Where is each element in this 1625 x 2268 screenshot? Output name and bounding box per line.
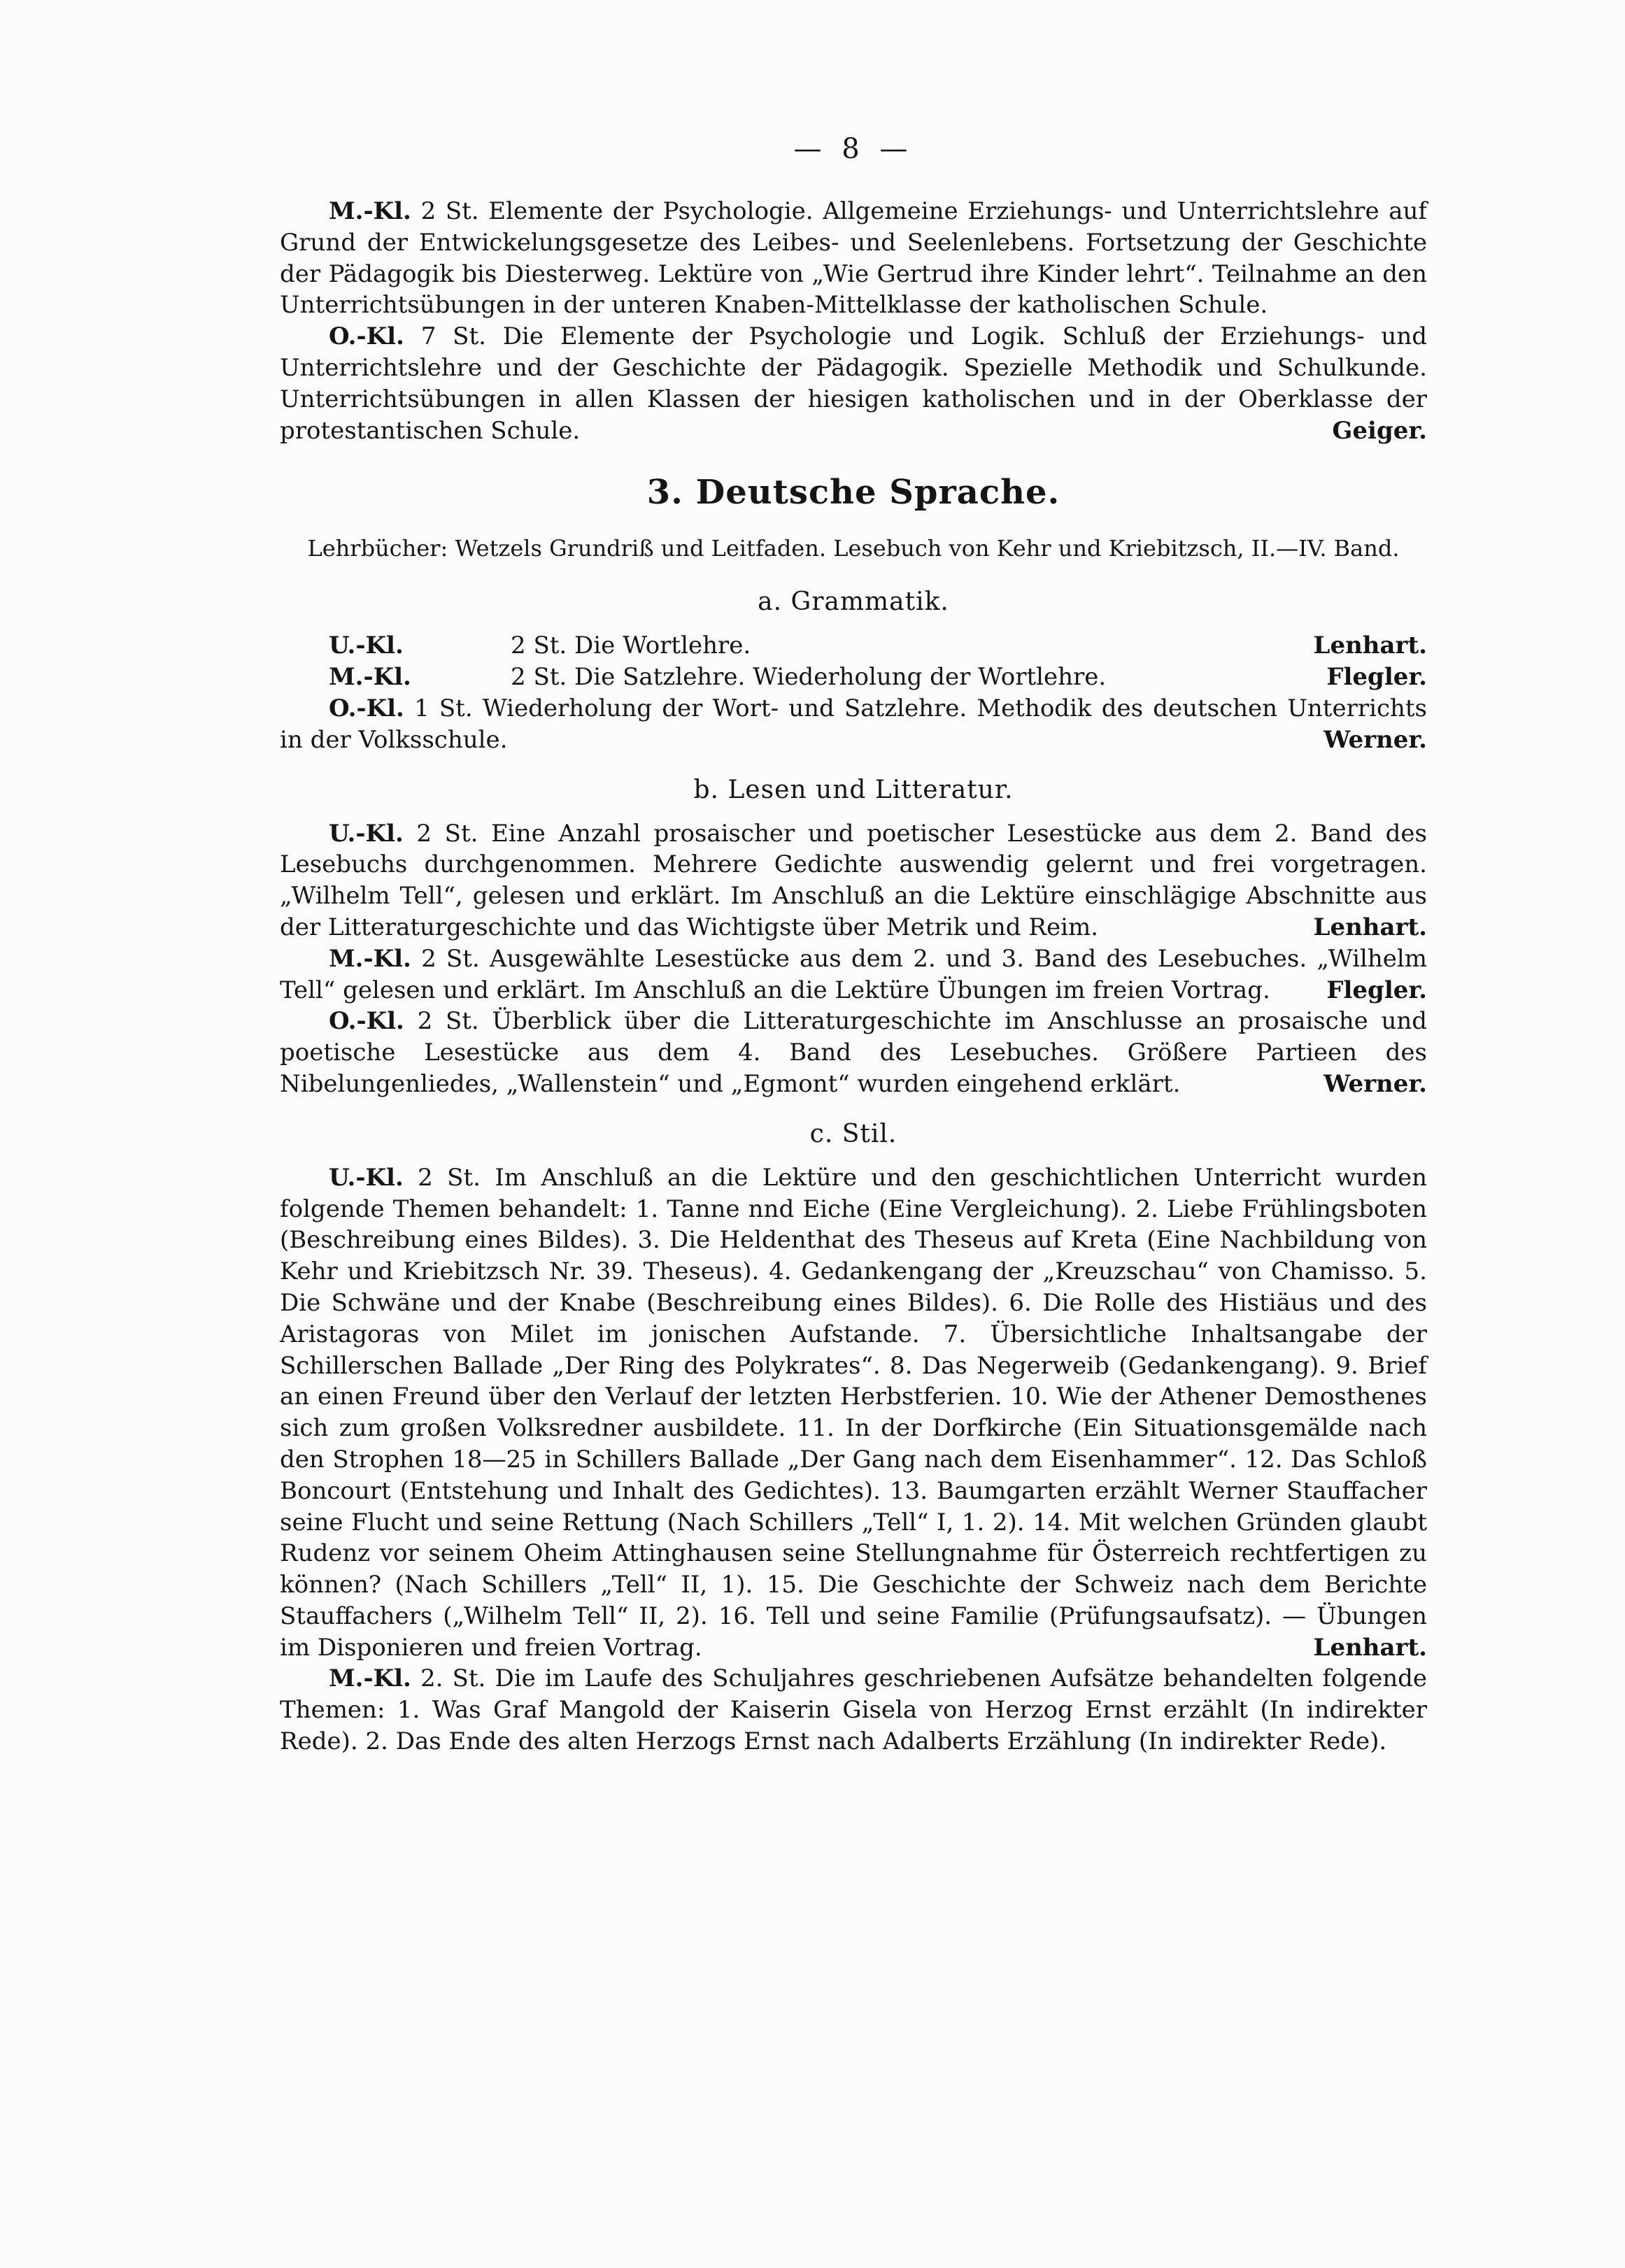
teacher-signature: Flegler. <box>1326 976 1427 1004</box>
paragraph-text: 1 St. Wiederholung der Wort- und Satzlehre. Methodik des deutschen Unterrichts in der Volksschule. <box>280 694 1427 754</box>
class-label: O.-Kl. <box>329 694 404 722</box>
paragraph-text: 2 St. Im Anschluß an die Lektüre und den geschichtlichen Unterricht wurden folgende Themen behandelt: 1. Tanne nnd Eiche (Eine Vergleichung). 2. Liebe Frühlingsboten (Beschreibung eines Bildes). 3. Die Heldenthat des Theseus auf Kreta (Eine Nachbildung von Kehr und Kriebitzsch Nr. 39. Theseus). 4. Gedankengang der „Kreuzschau“ von Chamisso. 5. Die Schwäne und der Knabe (Beschreibung eines Bildes). 6. Die Rolle des Histiäus und des Aristagoras von Milet im jonischen Aufstande. 7. Übersichtliche Inhaltsangabe der Schillerschen Ballade „Der Ring des Polykrates“. 8. Das Negerweib (Gedankengang). 9. Brief an einen Freund über den Verlauf der letzten Herbstferien. 10. Wie der Athener Demosthenes sich zum großen Volksredner ausbildete. 11. In der Dorfkirche (Ein Situationsgemälde nach den Strophen 18—25 in Schillers Ballade „Der Gang nach dem Eisenhammer“. 12. Das Schloß Boncourt (Entstehung und Inhalt des Gedichtes). 13. Baumgarten erzählt Werner Stauffacher seine Flucht und seine Rettung (Nach Schillers „Tell“ I, 1. 2). 14. Mit welchen Gründen glaubt Rudenz vor seinem Oheim Attinghausen seine Stellungnahme für Österreich rechtfertigen zu können? (Nach Schillers „Tell“ II, 1). 15. Die Geschichte der Schweiz nach dem Berichte Stauffachers („Wilhelm Tell“ II, 2). 16. Tell und seine Familie (Prüfungsaufsatz). — Übungen im Disponieren und freien Vortrag. <box>280 1163 1428 1662</box>
paragraph-text: 2 St. Elemente der Psychologie. Allgemeine Erziehungs- und Unterrichtslehre auf Grund der Entwickelungsgesetze des Leibes- und Seelenlebens. Fortsetzung der Geschichte der Pädagogik bis Diesterweg. Lektüre von „Wie Gertrud ihre Kinder lehrt“. Teilnahme an den Unterrichtsübungen in der unteren Knaben-Mittelklasse der katholischen Schule. <box>280 197 1428 320</box>
document-page <box>280 133 1427 1951</box>
class-label: O.-Kl. <box>329 1007 404 1036</box>
teacher-signature: Werner. <box>1324 1069 1427 1098</box>
grammar-row <box>280 630 1427 662</box>
class-label: U.-Kl. <box>329 632 404 660</box>
textbooks-line: Lehrbücher: Wetzels Grundriß und Leitfaden. Lesebuch von Kehr und Kriebitzsch, II.—IV. Band. <box>307 535 1400 562</box>
paragraph-ukl-stil <box>280 1162 1427 1664</box>
class-label: U.-Kl. <box>329 819 404 848</box>
page-number: — 8 — <box>793 133 914 165</box>
paragraph-mkl-psychology <box>280 196 1427 321</box>
paragraph-mkl-lesen <box>280 943 1427 1006</box>
subheading-stil: c. Stil. <box>809 1119 897 1148</box>
teacher-signature: Lenhart. <box>1313 1633 1427 1662</box>
paragraph-ukl-lesen <box>280 818 1427 943</box>
paragraph-text: 2 St. Überblick über die Litteraturgeschichte im Anschlusse an prosaische und poetische Lesestücke aus dem 4. Band des Lesebuches. Größere Partieen des Nibelungenliedes, „Wallenstein“ und „Egmont“ wurden eingehend erklärt. <box>280 1007 1427 1098</box>
teacher-signature: Werner. <box>1324 725 1427 754</box>
class-label: M.-Kl. <box>329 197 411 225</box>
paragraph-okl-lesen <box>280 1006 1427 1099</box>
class-label: U.-Kl. <box>329 1163 404 1192</box>
paragraph-text: 7 St. Die Elemente der Psychologie und Logik. Schluß der Erziehungs- und Unterrichtslehre und der Geschichte der Pädagogik. Spezielle Methodik und Schulkunde. Unterrichtsübungen in allen Klassen der hiesigen katholischen und in der Oberklasse der protestantischen Schule. <box>280 322 1427 445</box>
teacher-signature: Lenhart. <box>1313 632 1427 660</box>
teacher-signature: Lenhart. <box>1313 913 1427 941</box>
class-label: M.-Kl. <box>329 1664 411 1693</box>
class-label: M.-Kl. <box>329 944 411 973</box>
row-text: 2 St. Die Wortlehre. <box>511 632 751 660</box>
grammar-row <box>280 662 1427 693</box>
paragraph-text: 2 St. Eine Anzahl prosaischer und poetischer Lesestücke aus dem 2. Band des Lesebuchs durchgenommen. Mehrere Gedichte auswendig gelernt und frei vorgetragen. „Wilhelm Tell“, gelesen und erklärt. Im Anschluß an die Lektüre einschlägige Abschnitte aus der Litteraturgeschichte und das Wichtigste über Metrik und Reim. <box>280 819 1427 941</box>
paragraph-text: 2 St. Ausgewählte Lesestücke aus dem 2. und 3. Band des Lesebuches. „Wilhelm Tell“ gelesen und erklärt. Im Anschluß an die Lektüre Übungen im freien Vortrag. <box>280 944 1427 1004</box>
section-title: 3. Deutsche Sprache. <box>646 473 1060 513</box>
row-text: 2 St. Die Satzlehre. Wiederholung der Wortlehre. <box>511 663 1107 692</box>
paragraph-text: 2. St. Die im Laufe des Schuljahres geschriebenen Aufsätze behandelten folgende Themen: 1. Was Graf Mangold der Kaiserin Gisela von Herzog Ernst erzählt (In indirekter Rede). 2. Das Ende des alten Herzogs Ernst nach Adalberts Erzählung (In indirekter Rede). <box>280 1664 1428 1756</box>
class-label: M.-Kl. <box>329 663 411 692</box>
paragraph-okl-grammatik <box>280 693 1427 756</box>
subheading-grammatik: a. Grammatik. <box>758 587 949 617</box>
paragraph-okl-psychology <box>280 321 1427 446</box>
paragraph-mkl-stil <box>280 1663 1427 1757</box>
subheading-lesen: b. Lesen und Litteratur. <box>693 775 1014 804</box>
teacher-signature: Geiger. <box>1332 416 1427 445</box>
class-label: O.-Kl. <box>329 322 404 351</box>
teacher-signature: Flegler. <box>1326 663 1427 692</box>
